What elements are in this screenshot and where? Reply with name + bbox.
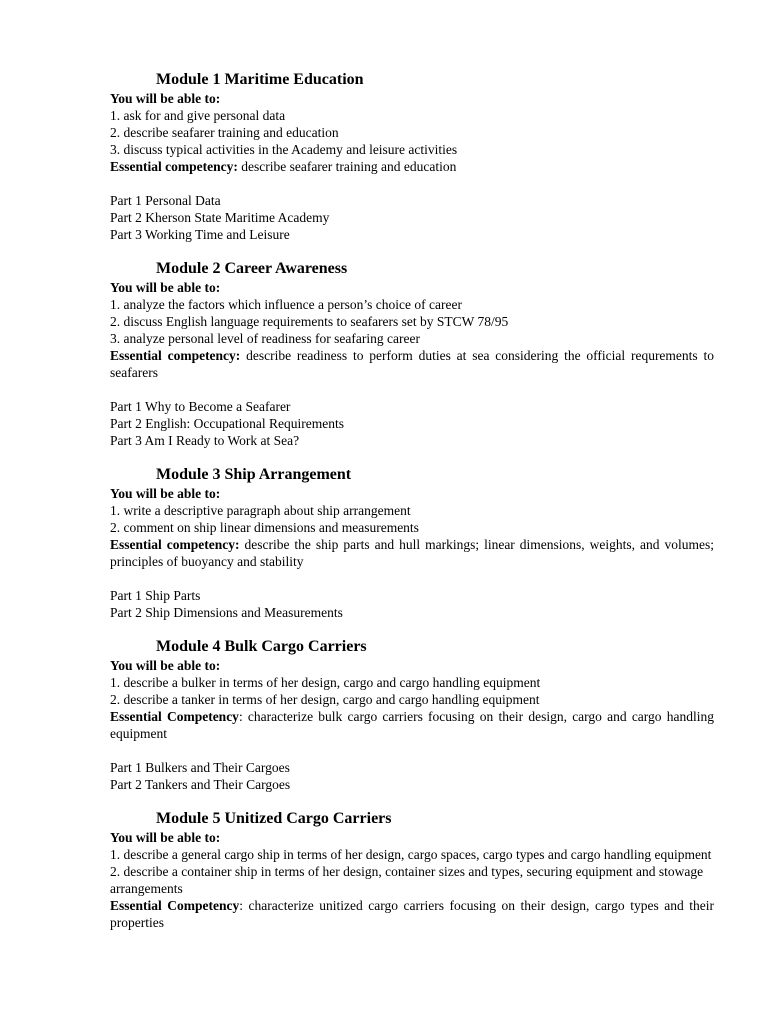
objective-item: 1. write a descriptive paragraph about ship arrangement [110, 503, 411, 518]
module-section [110, 809, 714, 931]
competency-label: Essential Competency [110, 898, 240, 913]
objectives-heading: You will be able to: [110, 91, 221, 106]
objective-item: 1. describe a general cargo ship in terms of her design, cargo spaces, cargo types and cargo handling equipment [110, 847, 712, 862]
objective-item: 2. describe a container ship in terms of her design, container sizes and types, securing equipment and stowage arrangements [110, 864, 704, 896]
competency-text: : characterize unitized cargo carriers focusing on their design, cargo types and their properties [110, 898, 714, 930]
objective-item: 3. discuss typical activities in the Academy and leisure activities [110, 142, 458, 157]
module-section [110, 465, 714, 621]
module-title: Module 5 Unitized Cargo Carriers [156, 810, 392, 827]
part-item: Part 1 Why to Become a Seafarer [110, 399, 291, 414]
objectives-heading: You will be able to: [110, 658, 221, 673]
essential-competency [110, 158, 714, 175]
module-title: Module 1 Maritime Education [156, 71, 364, 88]
objective-item: 2. comment on ship linear dimensions and measurements [110, 520, 419, 535]
objectives-list [110, 674, 714, 708]
parts-list [110, 398, 714, 449]
part-item: Part 1 Ship Parts [110, 588, 201, 603]
parts-list [110, 759, 714, 793]
objective-item: 2. describe a tanker in terms of her design, cargo and cargo handling equipment [110, 692, 540, 707]
part-item: Part 3 Working Time and Leisure [110, 227, 290, 242]
essential-competency [110, 708, 714, 742]
competency-text: : characterize bulk cargo carriers focusing on their design, cargo and cargo handling equipment [110, 709, 714, 741]
competency-text: describe readiness to perform duties at sea considering the official requrements to seafarers [110, 348, 714, 380]
objectives-heading: You will be able to: [110, 280, 221, 295]
objective-item: 1. describe a bulker in terms of her design, cargo and cargo handling equipment [110, 675, 541, 690]
objectives-list [110, 296, 714, 347]
objective-item: 2. discuss English language requirements to seafarers set by STCW 78/95 [110, 314, 509, 329]
part-item: Part 2 Kherson State Maritime Academy [110, 210, 330, 225]
part-item: Part 2 English: Occupational Requirements [110, 416, 344, 431]
objective-item: 3. analyze personal level of readiness for seafaring career [110, 331, 420, 346]
objectives-list [110, 502, 714, 536]
part-item: Part 2 Tankers and Their Cargoes [110, 777, 291, 792]
essential-competency [110, 347, 714, 381]
objective-item: 2. describe seafarer training and education [110, 125, 339, 140]
part-item: Part 3 Am I Ready to Work at Sea? [110, 433, 300, 448]
objectives-heading: You will be able to: [110, 486, 221, 501]
module-section [110, 259, 714, 449]
objective-item: 1. analyze the factors which influence a person’s choice of career [110, 297, 462, 312]
part-item: Part 1 Personal Data [110, 193, 221, 208]
competency-label: Essential Competency [110, 709, 239, 724]
objectives-heading: You will be able to: [110, 830, 221, 845]
objectives-list [110, 846, 714, 897]
competency-label: Essential competency: [110, 537, 240, 552]
parts-list [110, 192, 714, 243]
competency-label: Essential competency: [110, 348, 241, 363]
module-title: Module 4 Bulk Cargo Carriers [156, 638, 367, 655]
objective-item: 1. ask for and give personal data [110, 108, 286, 123]
part-item: Part 2 Ship Dimensions and Measurements [110, 605, 343, 620]
essential-competency [110, 536, 714, 570]
module-title: Module 3 Ship Arrangement [156, 466, 352, 483]
document-body [110, 70, 714, 947]
module-title: Module 2 Career Awareness [156, 260, 348, 277]
competency-text: describe seafarer training and education [237, 159, 457, 174]
module-section [110, 637, 714, 793]
essential-competency [110, 897, 714, 931]
objectives-list [110, 107, 714, 158]
competency-text: describe the ship parts and hull markings; linear dimensions, weights, and volumes; principles of buoyancy and stability [110, 537, 714, 569]
parts-list [110, 587, 714, 621]
part-item: Part 1 Bulkers and Their Cargoes [110, 760, 290, 775]
competency-label: Essential competency: [110, 159, 238, 174]
module-section [110, 70, 714, 243]
